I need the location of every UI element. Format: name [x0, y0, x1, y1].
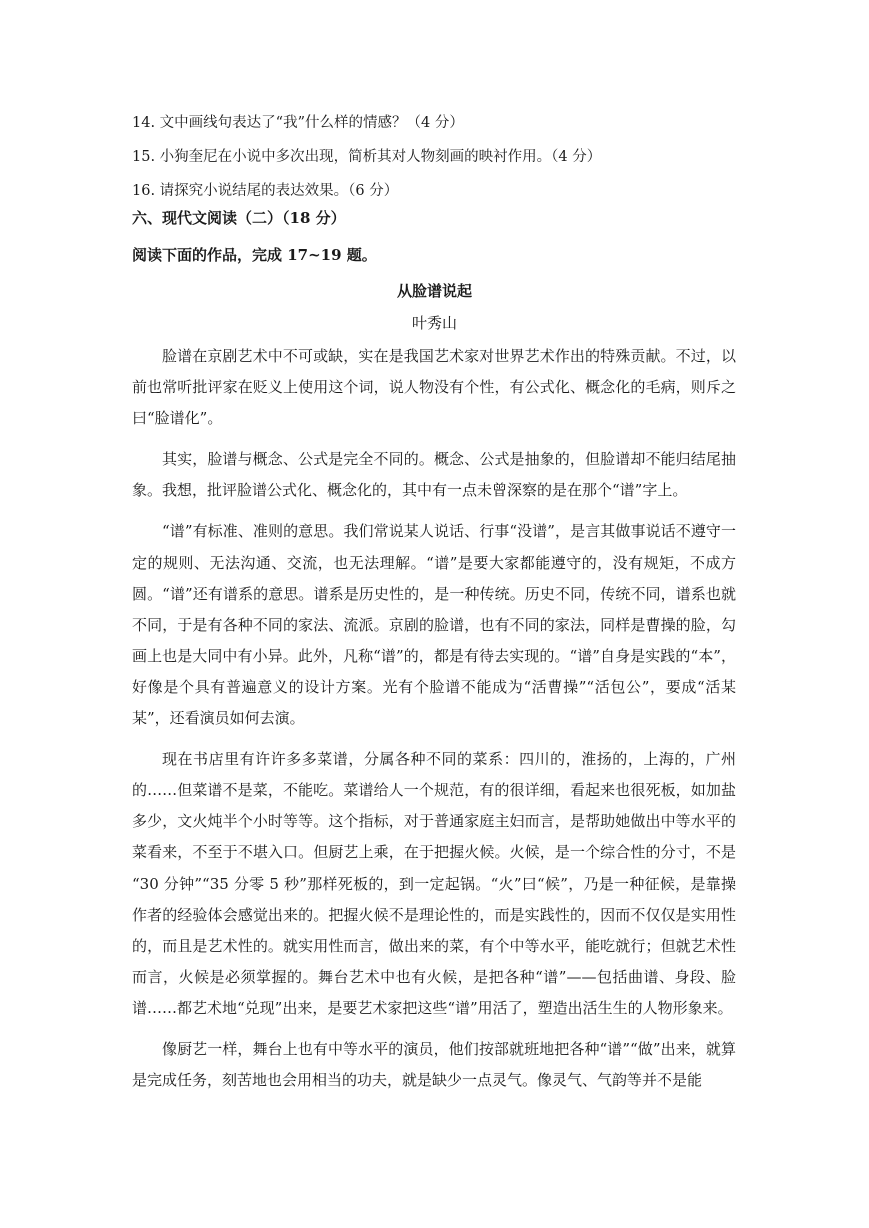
question-text: 小狗奎尼在小说中多次出现，简析其对人物刻画的映衬作用。（4 分） [159, 149, 602, 165]
question-text: 文中画线句表达了“我”什么样的情感？（4 分） [159, 115, 464, 131]
article-title: 从脸谱说起 [396, 282, 472, 300]
article-paragraph: 其实，脸谱与概念、公式是完全不同的。概念、公式是抽象的，但脸谱却不能归结尾抽象。我想，批评脸谱公式化、概念化的，其中有一点未曾深察的是在那个“谱”字上。 [132, 450, 736, 500]
question-text: 请探究小说结尾的表达效果。（6 分） [159, 183, 399, 199]
question-15 [132, 147, 601, 167]
article-body [132, 341, 736, 1096]
question-16 [132, 181, 398, 201]
question-number: 14. [132, 115, 156, 131]
article-paragraph: 像厨艺一样，舞台上也有中等水平的演员，他们按部就班地把各种“谱”“做”出来，就算是完成任务，刻苦地也会用相当的功夫，就是缺少一点灵气。像灵气、气韵等并不是能 [132, 1039, 736, 1090]
question-number: 15. [132, 149, 156, 165]
question-14 [132, 113, 464, 133]
article-author: 叶秀山 [411, 314, 457, 332]
section-heading: 六、现代文阅读（二）（18 分） [132, 209, 346, 227]
article-paragraph: “谱”有标准、准则的意思。我们常说某人说话、行事“没谱”，是言其做事说话不遵守一定的规则、无法沟通、交流，也无法理解。“谱”是要大家都能遵守的，没有规矩，不成方圆。“谱”还有谱系的意思。谱系是历史性的，是一种传统。历史不同，传统不同，谱系也就不同，于是有各种不同的家法、流派。京剧的脸谱，也有不同的家法，同样是曹操的脸，勾画上也是大同中有小异。此外，凡称“谱”的，都是有待去实现的。“谱”自身是实践的“本”，好像是个具有普遍意义的设计方案。光有个脸谱不能成为“活曹操”“活包公”，要成“活某某”，还看演员如何去演。 [132, 522, 736, 728]
article-paragraph: 脸谱在京剧艺术中不可或缺，实在是我国艺术家对世界艺术作出的特殊贡献。不过，以前也常听批评家在贬义上使用这个词，说人物没有个性，有公式化、概念化的毛病，则斥之曰“脸谱化”。 [132, 347, 736, 428]
section-instruction: 阅读下面的作品，完成 17~19 题。 [132, 246, 377, 264]
article-paragraph: 现在书店里有许许多多菜谱，分属各种不同的菜系：四川的，淮扬的，上海的，广州的……但菜谱不是菜，不能吃。菜谱给人一个规范，有的很详细，看起来也很死板，如加盐多少，文火炖半个小时等等。这个指标，对于普通家庭主妇而言，是帮助她做出中等水平的菜看来，不至于不堪入口。但厨艺上乘，在于把握火候。火候，是一个综合性的分寸，不是 “30 分钟”“35 分零 5 秒”那样死板的，到一定起锅。“火”曰“候”，乃是一种征候，是靠操作者的经验体会感觉出来的。把握火候不是理论性的，而是实践性的，因而不仅仅是实用性的，而且是艺术性的。就实用性而言，做出来的菜，有个中等水平，能吃就行；但就艺术性而言，火候是必须掌握的。舞台艺术中也有火候，是把各种“谱”——包括曲谱、身段、脸谱……都艺术地“兑现”出来，是要艺术家把这些“谱”用活了，塑造出活生生的人物形象来。 [132, 750, 736, 1017]
question-number: 16. [132, 183, 156, 199]
